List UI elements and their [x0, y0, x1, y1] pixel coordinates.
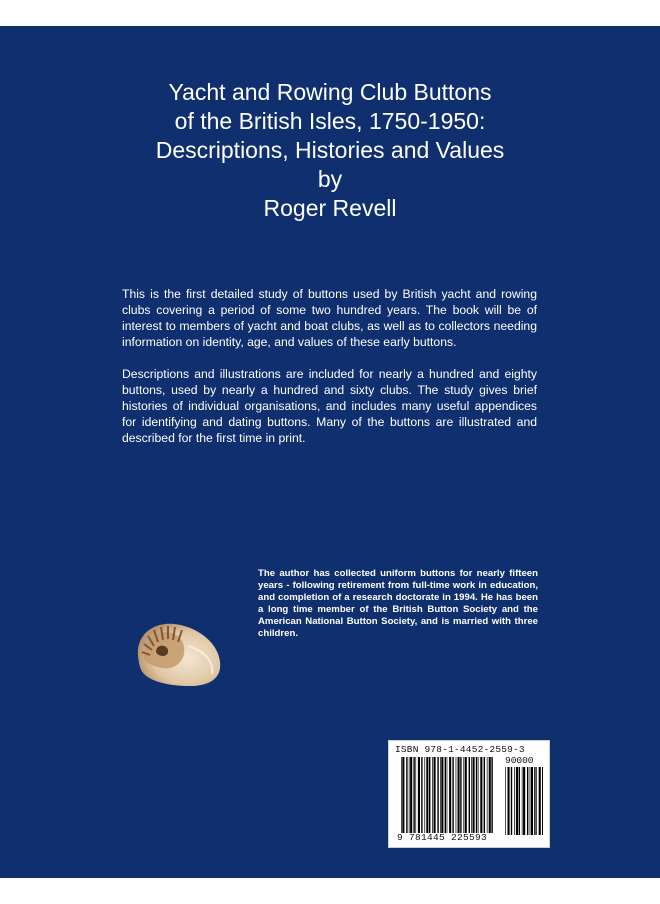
barcode-bar [469, 757, 470, 833]
barcode-bar [511, 767, 512, 835]
barcode-bar [489, 757, 491, 833]
isbn-label: ISBN 978-1-4452-2559-3 [395, 744, 525, 755]
barcode-bar [536, 767, 537, 835]
barcode-bar [452, 757, 453, 833]
barcode-bar [415, 757, 416, 833]
barcode-bar [508, 767, 510, 835]
description-paragraph-2: Descriptions and illustrations are included for nearly a hundred and eighty buttons, used by nearly a hundred and sixty clubs. The study gives brief histories of individual organisations, and includes many useful appendices for identifying and dating buttons. Many of the buttons are illustrated and described for the first time in print. [122, 367, 537, 445]
barcode-bar [523, 767, 525, 835]
barcode-bar [491, 757, 492, 833]
book-description [122, 286, 537, 462]
barcode-bar [445, 757, 446, 833]
barcode-bar [484, 757, 485, 833]
barcode-bar [434, 757, 436, 833]
title-by: by [317, 166, 343, 192]
title-line-3: Descriptions, Histories and Values [155, 137, 505, 163]
author-name: Roger Revell [263, 195, 397, 221]
barcode-bar [487, 757, 488, 833]
barcode-bar [424, 757, 425, 833]
barcode-bar [519, 767, 520, 835]
barcode-bar [480, 757, 482, 833]
barcode-bar [406, 757, 407, 833]
barcode-bar [437, 757, 438, 833]
barcode-bars [401, 757, 493, 833]
barcode-bar [530, 767, 531, 835]
barcode-bar [456, 757, 457, 833]
barcode-bar [527, 767, 528, 835]
barcode-bar [460, 757, 461, 833]
barcode-bar [413, 757, 414, 833]
title-line-1: Yacht and Rowing Club Buttons [168, 79, 492, 105]
barcode-bar [514, 767, 515, 835]
barcode-addon-bars [505, 767, 543, 835]
barcode-bar [522, 767, 523, 835]
barcode-bar [410, 757, 412, 833]
isbn-barcode [388, 740, 550, 848]
title-line-2: of the British Isles, 1750-1950: [174, 108, 486, 134]
barcode-bar [531, 767, 533, 835]
barcode-bar [432, 757, 433, 833]
barcode-bar [542, 767, 543, 835]
price-code: 90000 [505, 755, 534, 766]
barcode-bar [418, 757, 420, 833]
barcode-bar [441, 757, 443, 833]
barcode-bar [473, 757, 475, 833]
barcode-bar [516, 767, 518, 835]
barcode-bar [505, 767, 506, 835]
nautilus-shell-icon [130, 616, 222, 688]
barcode-bar [534, 767, 535, 835]
barcode-bar [421, 757, 422, 833]
barcode-bar [539, 767, 541, 835]
barcode-bar [449, 757, 451, 833]
ean-digits: 9 781445 225593 [397, 832, 488, 843]
barcode-bar [478, 757, 479, 833]
barcode-bar [440, 757, 441, 833]
book-title-block [0, 78, 660, 223]
barcode-bar [401, 757, 402, 833]
barcode-bar [447, 757, 448, 833]
barcode-bar [471, 757, 472, 833]
barcode-bar [409, 757, 410, 833]
barcode-bar [458, 757, 460, 833]
barcode-bar [463, 757, 464, 833]
description-paragraph-1: This is the first detailed study of buttons used by British yacht and rowing clubs covering a period of some two hundred years. The book will be of interest to members of yacht and boat clubs, as well as to collectors needing information on identity, age, and values of these early buttons. [122, 287, 537, 349]
author-biography: The author has collected uniform buttons for nearly fifteen years - following retirement from full-time work in education, and completion of a research doctorate in 1994. He has been a long time member of the British Button Society and the American National Button Society, and is married with three children. [258, 568, 538, 639]
barcode-bar [476, 757, 477, 833]
barcode-bar [465, 757, 467, 833]
barcode-bar [402, 757, 404, 833]
barcode-bar [429, 757, 430, 833]
barcode-bar [426, 757, 428, 833]
